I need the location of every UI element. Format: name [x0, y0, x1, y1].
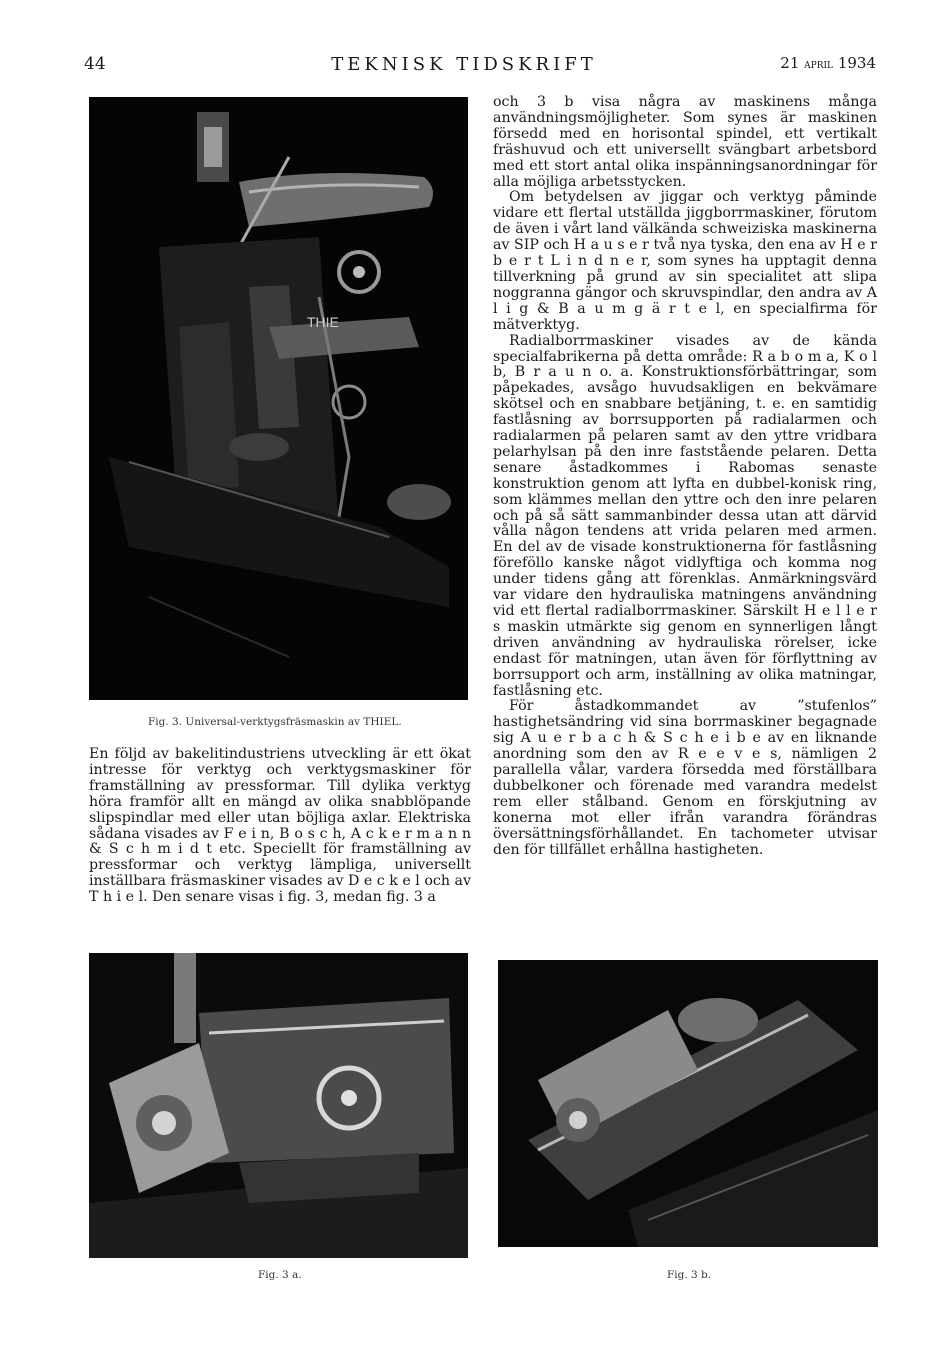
- right-paragraph: Om betydelsen av jiggar och verktyg påminde vidare ett flertal utställda jiggborrmaskiner, förutom de även i vårt land välkända schweiziska maskinerna av SIP och H a u s e r två nya tyska, den ena av H e r b e r t L i n d n e r, som synes ha upptagit denna tillverkning på grund av sin specialitet att slipa noggranna gängor och skruvspindlar, den andra av A l i g & B a u m g ä r t e l, en specialfirma för mätverktyg.: [493, 189, 877, 333]
- right-paragraph: och 3 b visa några av maskinens många användningsmöjligheter. Som synes är maskinen försedd med en horisontal spindel, ett vertikalt fräshuvud och ett universellt svängbart arbetsbord med ett stort antal olika inspänningsanordningar för alla möjliga arbetsstycken.: [493, 94, 877, 190]
- figure-3b-photo: [498, 960, 878, 1247]
- right-column-text: [493, 95, 877, 859]
- date-day: 21: [780, 54, 800, 72]
- machine-nameplate: THIE: [307, 314, 339, 330]
- journal-title: TEKNISK TIDSKRIFT: [331, 54, 597, 75]
- page-number: 44: [84, 54, 106, 74]
- issue-date: [780, 54, 876, 72]
- figure-3-photo: [89, 97, 468, 700]
- left-column-text: [89, 747, 471, 906]
- figure-3-caption: Fig. 3. Universal-verktygsfräsmaskin av THIEL.: [148, 716, 402, 728]
- left-paragraph: En följd av bakelitindustriens utveckling är ett ökat intresse för verktyg och verktygsmaskiner för framställning av pressformar. Till dylika verktyg höra framför allt en mängd av olika snabblöpande slipspindlar med eller utan böjliga axlar. Elektriska sådana visades av F e i n, B o s c h, A c k e r m a n n & S c h m i d t etc. Speciellt för framställning av pressformar och verktyg lämpliga, universellt inställbara fräsmaskiner visades av D e c k e l och av T h i e l. Den senare visas i fig. 3, medan fig. 3 a: [89, 746, 471, 906]
- date-month: april: [804, 57, 834, 72]
- right-paragraph: För åstadkommandet av ”stufenlos” hastighetsändring vid sina borrmaskiner begagnade sig A u e r b a c h & S c h e i b e av en liknande anordning som den av R e e v e s, nämligen 2 parallella vålar, vardera försedda med förställbara dubbelkoner och förenade med varandra medelst rem eller stålband. Genom en förskjutning av konerna mot eller ifrån varandra förändras översättningsförhållandet. En tachometer utvisar den för tillfället erhållna hastigheten.: [493, 698, 877, 858]
- figure-3b-caption: Fig. 3 b.: [667, 1269, 712, 1281]
- date-year: 1934: [837, 54, 876, 72]
- right-paragraph: Radialborrmaskiner visades av de kända specialfabrikerna på detta område: R a b o m a, K o l b, B r a u n o. a. Konstruktionsförbättringar, som påpekades, avsågo huvudsakligen en bekvämare skötsel och en snabbare betjäning, t. e. en samtidig fastlåsning av borrsupporten på radialarmen och radialarmen på pelaren samt av den yttre vridbara pelarhylsan på den inre fastst​ående pelaren. Detta senare åstadkommes i Rabomas senaste konstruktion genom att lyfta en dubbel-konisk ring, som klämmes mellan den yttre och den inre pelaren och på så sätt sammanbinder dessa utan att därvid vålla någon tendens att vrida pelaren med armen. En del av de visade konstruktionerna för fastlåsning föreföllo kanske något vidlyftiga och komma nog under tidens gång att förenklas. Anmärkningsvärd var vidare den hydrauliska matningens användning vid ett flertal radialborrmaskiner. Särskilt H e l l e r s maskin utmärkte sig genom en synnerligen långt driven användning av hydrauliska rörelser, icke endast för matningen, utan även för förflyttning av borrsupport och arm, inställning av olika matningar, fastlåsning etc.: [493, 332, 877, 699]
- figure-3a-photo: [89, 953, 468, 1258]
- figure-3a-caption: Fig. 3 a.: [258, 1269, 302, 1281]
- page-header: [0, 54, 928, 80]
